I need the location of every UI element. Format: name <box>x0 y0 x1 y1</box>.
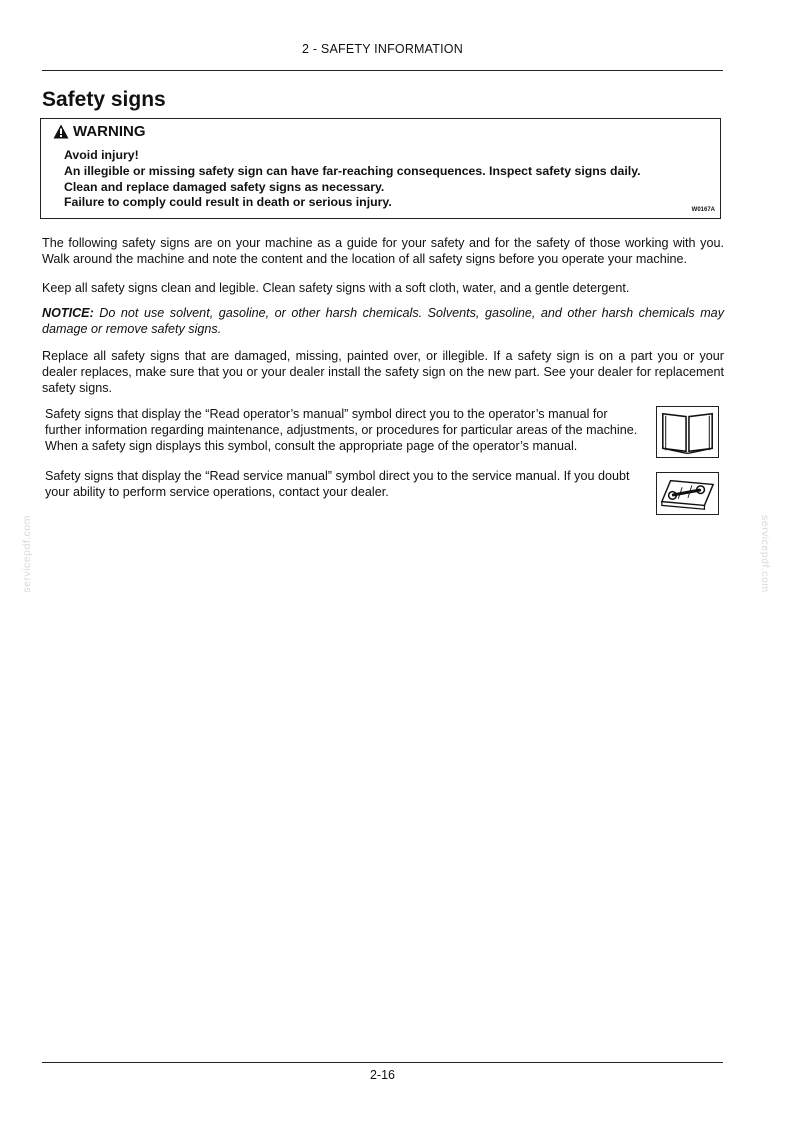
header-divider <box>42 70 723 71</box>
page-number: 2-16 <box>369 1068 396 1082</box>
notice-paragraph <box>42 305 724 337</box>
warning-header <box>53 123 146 140</box>
service-manual-paragraph: Safety signs that display the “Read service manual” symbol direct you to the service manual. If you doubt your ability to perform service operations, contact your dealer. <box>45 469 630 499</box>
intro-paragraph: The following safety signs are on your machine as a guide for your safety and for the safety of those working with you. Walk around the machine and note the content and the location of all safety signs before you operate your machine. <box>42 236 724 266</box>
open-book-icon <box>656 406 719 458</box>
warning-line: An illegible or missing safety sign can have far-reaching consequences. Inspect safety signs daily. <box>64 163 641 178</box>
warning-title: WARNING <box>73 123 146 140</box>
warning-box <box>40 118 721 219</box>
wrench-book-icon <box>656 472 719 515</box>
notice-label: NOTICE: <box>42 306 94 320</box>
section-title: Safety signs <box>42 88 166 111</box>
warning-text <box>64 148 641 211</box>
notice-text: Do not use solvent, gasoline, or other harsh chemicals. Solvents, gasoline, and other harsh chemicals may damage or remove safety signs. <box>42 306 724 336</box>
replace-paragraph: Replace all safety signs that are damaged, missing, painted over, or illegible. If a safety sign is on a part you or your dealer replaces, make sure that you or your dealer install the safety sign on the new part. See your dealer for replacement safety signs. <box>42 349 724 395</box>
warning-triangle-icon <box>53 124 69 139</box>
warning-line: Failure to comply could result in death or serious injury. <box>64 195 392 210</box>
footer-divider <box>42 1062 723 1063</box>
watermark-right: servicepdf.com <box>759 515 771 593</box>
cleaning-paragraph: Keep all safety signs clean and legible. Clean safety signs with a soft cloth, water, and a gentle detergent. <box>42 281 630 295</box>
warning-line: Avoid injury! <box>64 148 139 162</box>
operator-manual-paragraph: Safety signs that display the “Read operator’s manual” symbol direct you to the operator’s manual for further information regarding maintenance, adjustments, or procedures for particular areas of the machine. When a safety sign displays this symbol, consult the appropriate page of the operator’s manual. <box>45 407 638 453</box>
running-header: 2 - SAFETY INFORMATION <box>302 42 463 56</box>
watermark-left: servicepdf.com <box>21 515 33 593</box>
warning-code: W0167A <box>691 207 715 213</box>
warning-line: Clean and replace damaged safety signs as necessary. <box>64 179 385 194</box>
